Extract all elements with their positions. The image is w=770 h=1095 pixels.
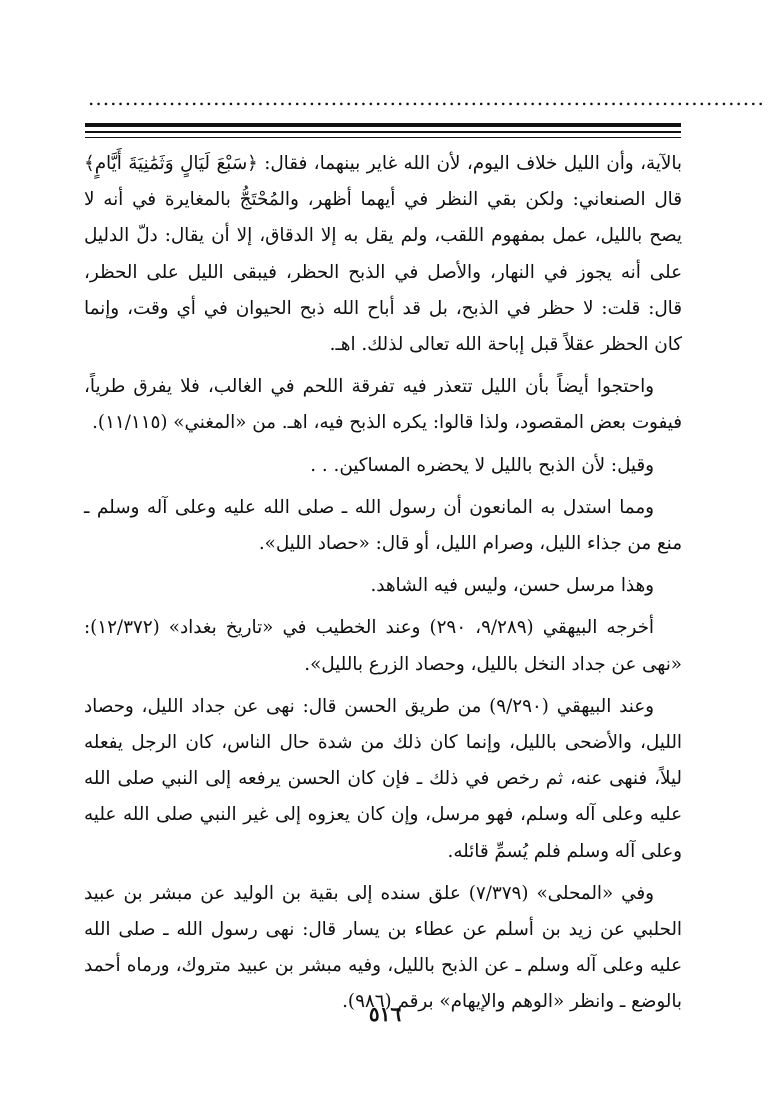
paragraph-4: ومما استدل به المانعون أن رسول الله ـ صلى الله عليه وعلى آله وسلم ـ منع من جذاء الليل، وصرام الليل، أو قال: «حصاد الليل». [84, 496, 682, 555]
header-rule-thick [85, 123, 681, 127]
paragraph-7: وعند البيهقي (٩/٢٩٠) من طريق الحسن قال: نهى عن جداد الليل، وحصاد الليل، والأضحى بالليل، وإنما كان ذلك من شدة حال الناس، كان الرجل يفعله ليلاً، فنهى عنه، ثم رخص في ذلك ـ فإن كان الحسن يرفعه إلى النبي صلى الله عليه وعلى آله وسلم، فهو مرسل، وإن كان يعزوه إلى غير النبي صلى الله عليه وعلى آله وسلم فلم يُسمِّ قائله. [84, 695, 682, 862]
page-body [84, 146, 682, 1021]
paragraph-6: أخرجه البيهقي (٩/٢٨٩، ٢٩٠) وعند الخطيب في «تاريخ بغداد» (١٢/٣٧٢): «نهى عن جداد النخل بالليل، وحصاد الزرع بالليل». [84, 617, 682, 675]
header-rule-thin [85, 137, 681, 138]
paragraph-1: بالآية، وأن الليل خلاف اليوم، لأن الله غاير بينهما، فقال: ﴿سَبْعَ لَيَالٍ وَثَمَٰنِيَةَ أَيَّامٍ﴾ قال الصنعاني: ولكن بقي النظر في أيهما أظهر، والمُحْتَجُّ بالمغايرة في أنه لا يصح بالليل، عمل بمفهوم اللقب، ولم يقل به إلا الدقاق، إلا أن يقال: دلّ الدليل على أنه يجوز في النهار، والأصل في الذبح الحظر، فيبقى الليل على الحظر، قال: قلت: لا حظر في الذبح، بل قد أباح الله ذبح الحيوان في أي وقت، وإنما كان الحظر عقلاً قبل إباحة الله تعالى لذلك. اهـ. [84, 153, 682, 356]
paragraph-8: وفي «المحلى» (٧/٣٧٩) علق سنده إلى بقية بن الوليد عن مبشر بن عبيد الحلبي عن زيد بن أسلم عن عطاء بن يسار قال: نهى رسول الله ـ صلى الله عليه وعلى آله وسلم ـ عن الذبح بالليل، وفيه مبشر بن عبيد متروك، ورماه أحمد بالوضع ـ وانظر «الوهم والإيهام» برقم (٩٨٦). [84, 882, 682, 1013]
page-number: ٥١٦ [368, 1002, 402, 1026]
paragraph-3: وقيل: لأن الذبح بالليل لا يحضره المساكين. . . [310, 454, 654, 476]
paragraph-5: وهذا مرسل حسن، وليس فيه الشاهد. [370, 575, 654, 597]
header-dotted-line: ............................................................................................ [88, 86, 765, 110]
header-rule-medium [85, 131, 681, 133]
paragraph-2: واحتجوا أيضاً بأن الليل تتعذر فيه تفرقة اللحم في الغالب، فلا يفرق طرياً، فيفوت بعض المقصود، ولذا قالوا: يكره الذبح فيه، اهـ. من «المغني» (١١/١١٥). [84, 376, 682, 434]
